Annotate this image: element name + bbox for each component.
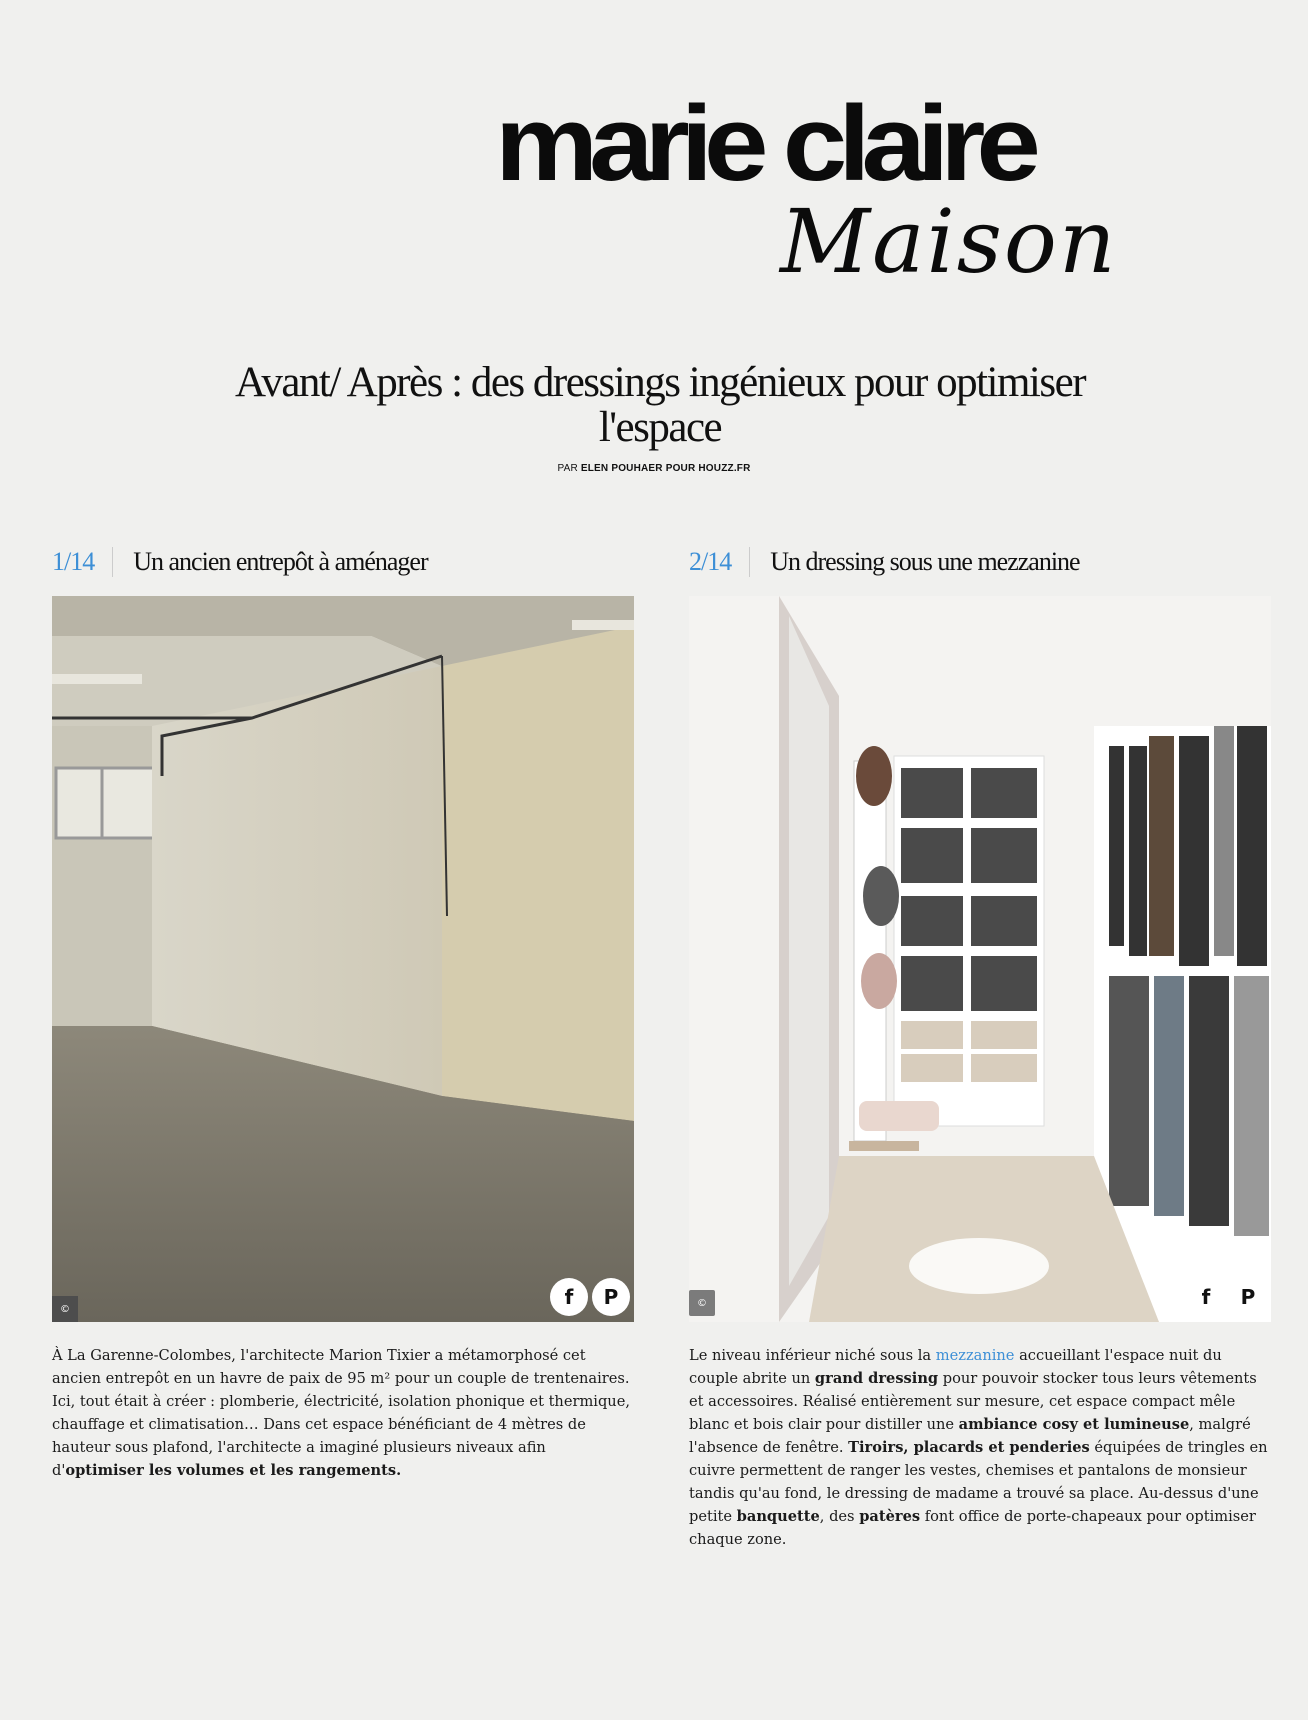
caption-bold: grand dressing [814,1370,939,1387]
facebook-icon: f [564,1285,574,1309]
article-title: Avant/ Après : des dressings ingénieux pour optimiser l'espace [234,359,1086,451]
caption-text: accueillant l'espace nuit du couple abrite un [689,1347,1222,1387]
caption-bold: patères [859,1508,921,1525]
warehouse-photo[interactable] [52,596,634,1322]
slide-caption [689,1344,1271,1551]
mezzanine-link[interactable]: mezzanine [935,1347,1015,1364]
byline-prefix: PAR [557,463,581,474]
pinterest-icon: P [603,1285,619,1309]
pinterest-share-button[interactable] [592,1278,630,1316]
slide-header [689,540,1271,584]
slide-title: Un ancien entrepôt à aménager [133,547,428,576]
facebook-share-button[interactable] [550,1278,588,1316]
byline [0,463,1308,474]
slide-title: Un dressing sous une mezzanine [770,547,1080,576]
share-buttons [1187,1278,1267,1316]
slide-header [52,540,634,584]
caption-text: , malgré l'absence de fenêtre. [689,1416,1251,1456]
caption-text: , des [819,1508,860,1525]
caption-bold: banquette [736,1508,820,1525]
byline-author[interactable]: ELEN POUHAER POUR HOUZZ.FR [580,463,751,474]
caption-bold: ambiance cosy et lumineuse [958,1416,1190,1433]
caption-text: font office de porte-chapeaux pour optimiser chaque zone. [689,1508,1256,1548]
facebook-share-button[interactable] [1187,1278,1225,1316]
caption-bold: Tiroirs, placards et penderies [848,1439,1090,1456]
caption-text: pour pouvoir stocker tous leurs vêtements et accessoires. Réalisé entièrement sur mesure, cet espace compact mêle blanc et bois clair pour distiller une [689,1370,1257,1433]
caption-text: équipées de tringles en cuivre permettent de ranger les vestes, chemises et pantalons de monsieur tandis qu'au fond, le dressing de madame a trouvé sa place. Au-dessus d'une petite [689,1439,1268,1525]
slide-counter: 1/14 [52,547,113,577]
caption-text: Le niveau inférieur niché sous la [689,1347,936,1364]
slide-card-1 [52,540,634,1479]
slide-card-2 [689,540,1271,1548]
copyright-badge: © [52,1296,78,1322]
logo-subtitle: Maison [780,190,1118,293]
facebook-icon: f [1201,1285,1211,1309]
pinterest-icon: P [1240,1285,1256,1309]
caption-text: À La Garenne-Colombes, l'architecte Marion Tixier a métamorphosé cet ancien entrepôt en un havre de paix de 95 m² pour un couple de trentenaires. Ici, tout était à créer : plomberie, électricité, isolation phonique et thermique, chauffage et climatisation… Dans cet espace bénéficiant de 4 mètres de hauteur sous plafond, l'architecte a imaginé plusieurs niveaux afin d' [52,1347,630,1479]
slide-counter: 2/14 [689,547,750,577]
pinterest-share-button[interactable] [1229,1278,1267,1316]
logo-wordmark: marie claire [495,83,1032,204]
caption-bold: optimiser les volumes et les rangements. [65,1462,402,1479]
share-buttons [550,1278,630,1316]
slide-caption [52,1344,634,1482]
dressing-photo[interactable] [689,596,1271,1322]
site-logo[interactable] [495,83,1195,300]
copyright-badge: © [689,1290,715,1316]
